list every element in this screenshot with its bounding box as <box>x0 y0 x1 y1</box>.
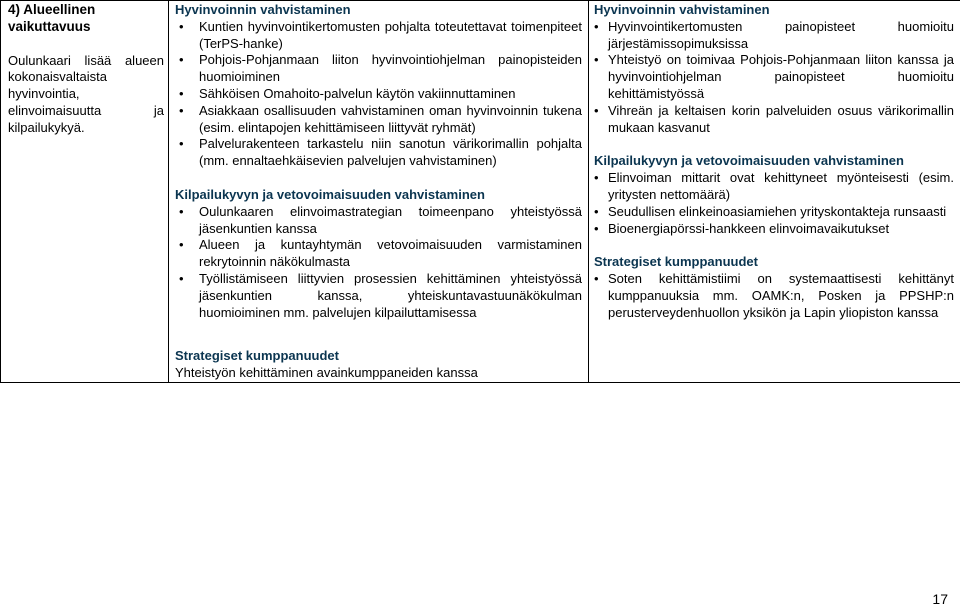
actions-column <box>169 1 589 383</box>
indicators-column <box>589 1 960 383</box>
list-item: • Asiakkaan osallisuuden vahvistaminen oman hyvinvoinnin tukena (esim. elintapojen kehittämiseen liittyvät ryhmät) <box>179 102 582 135</box>
list-item: • Oulunkaaren elinvoimastrategian toimeenpano yhteistyössä jäsenkuntien kanssa <box>179 203 582 236</box>
bullet-icon: • <box>179 270 184 286</box>
list-item: • Palvelurakenteen tarkastelu niin sanotun värikorimallin pohjalta (mm. ennaltaehkäisevien palvelujen vahvistaminen) <box>179 136 582 169</box>
bullet-icon: • <box>179 52 184 68</box>
list-item: • Pohjois-Pohjanmaan liiton hyvinvointiohjelman painopisteiden huomioiminen <box>179 52 582 85</box>
list-item: • Sähköisen Omahoito-palvelun käytön vakiinnuttaminen <box>179 85 516 101</box>
goal-description: Oulunkaari lisää alueen kokonaisvaltaista hyvinvointia, elinvoimaisuutta ja kilpailukykyä. <box>8 52 164 135</box>
bullet-icon: • <box>179 237 184 253</box>
actions-list-competitiveness <box>175 204 582 322</box>
indicators-heading-partnerships: Strategiset kumppanuudet <box>594 254 758 270</box>
indicators-list-wellbeing <box>594 19 954 137</box>
bullet-icon: • <box>179 102 184 118</box>
actions-heading-competitiveness: Kilpailukyvyn ja vetovoimaisuuden vahvistaminen <box>175 186 485 202</box>
list-item: • Työllistämiseen liittyvien prosessien kehittäminen yhteistyössä jäsenkuntien kanssa, yhteiskuntavastuunäkökulman huomioiminen mm. palvelujen kilpailuttamisessa <box>179 270 582 320</box>
bullet-icon: • <box>179 18 184 34</box>
list-item: • Yhteistyö on toimivaa Pohjois-Pohjanmaan liiton kanssa ja hyvinvointiohjelman painopisteet huomioitu kehittämistyössä <box>594 52 954 101</box>
page-number: 17 <box>932 591 948 607</box>
bullet-icon: • <box>179 203 184 219</box>
bullet-icon: • <box>594 170 599 186</box>
actions-heading-wellbeing: Hyvinvoinnin vahvistaminen <box>175 2 351 17</box>
bullet-icon: • <box>594 52 599 68</box>
bullet-icon: • <box>179 136 184 152</box>
indicators-heading-competitiveness: Kilpailukyvyn ja vetovoimaisuuden vahvistaminen <box>594 153 904 169</box>
actions-list-wellbeing <box>175 19 582 170</box>
indicators-list-competitiveness <box>594 170 954 237</box>
list-item: • Elinvoiman mittarit ovat kehittyneet myönteisesti (esim. yritysten nettomäärä) <box>594 170 954 202</box>
bullet-icon: • <box>594 18 599 34</box>
table-row <box>1 1 960 383</box>
bullet-icon: • <box>594 271 599 287</box>
actions-heading-partnerships: Strategiset kumppanuudet <box>175 348 339 364</box>
goal-column <box>1 1 169 383</box>
indicators-heading-wellbeing: Hyvinvoinnin vahvistaminen <box>594 2 770 17</box>
list-item: • Bioenergiapörssi-hankkeen elinvoimavaikutukset <box>594 220 890 236</box>
list-item: • Seudullisen elinkeinoasiamiehen yrityskontakteja runsaasti <box>594 203 947 219</box>
indicators-list-partnerships <box>594 271 954 321</box>
bullet-icon: • <box>594 203 599 219</box>
list-item: • Alueen ja kuntayhtymän vetovoimaisuuden varmistaminen rekrytoinnin näkökulmasta <box>179 237 582 270</box>
list-item: • Soten kehittämistiimi on systemaattisesti kehittänyt kumppanuuksia mm. OAMK:n, Posken ja PPSHP:n perusterveydenhuollon yksikön ja Lapin yliopiston kanssa <box>594 271 954 320</box>
actions-text-partnerships: Yhteistyön kehittäminen avainkumppaneiden kanssa <box>175 365 478 381</box>
list-item: • Hyvinvointikertomusten painopisteet huomioitu järjestämissopimuksissa <box>594 18 954 51</box>
bullet-icon: • <box>179 85 184 101</box>
list-item: • Kuntien hyvinvointikertomusten pohjalta toteutettavat toimenpiteet (TerPS-hanke) <box>179 18 582 51</box>
bullet-icon: • <box>594 102 599 118</box>
bullet-icon: • <box>594 220 599 236</box>
list-item: • Vihreän ja keltaisen korin palveluiden osuus värikorimallin mukaan kasvanut <box>594 102 954 135</box>
goal-title: 4) Alueellinen vaikuttavuus <box>8 2 96 34</box>
